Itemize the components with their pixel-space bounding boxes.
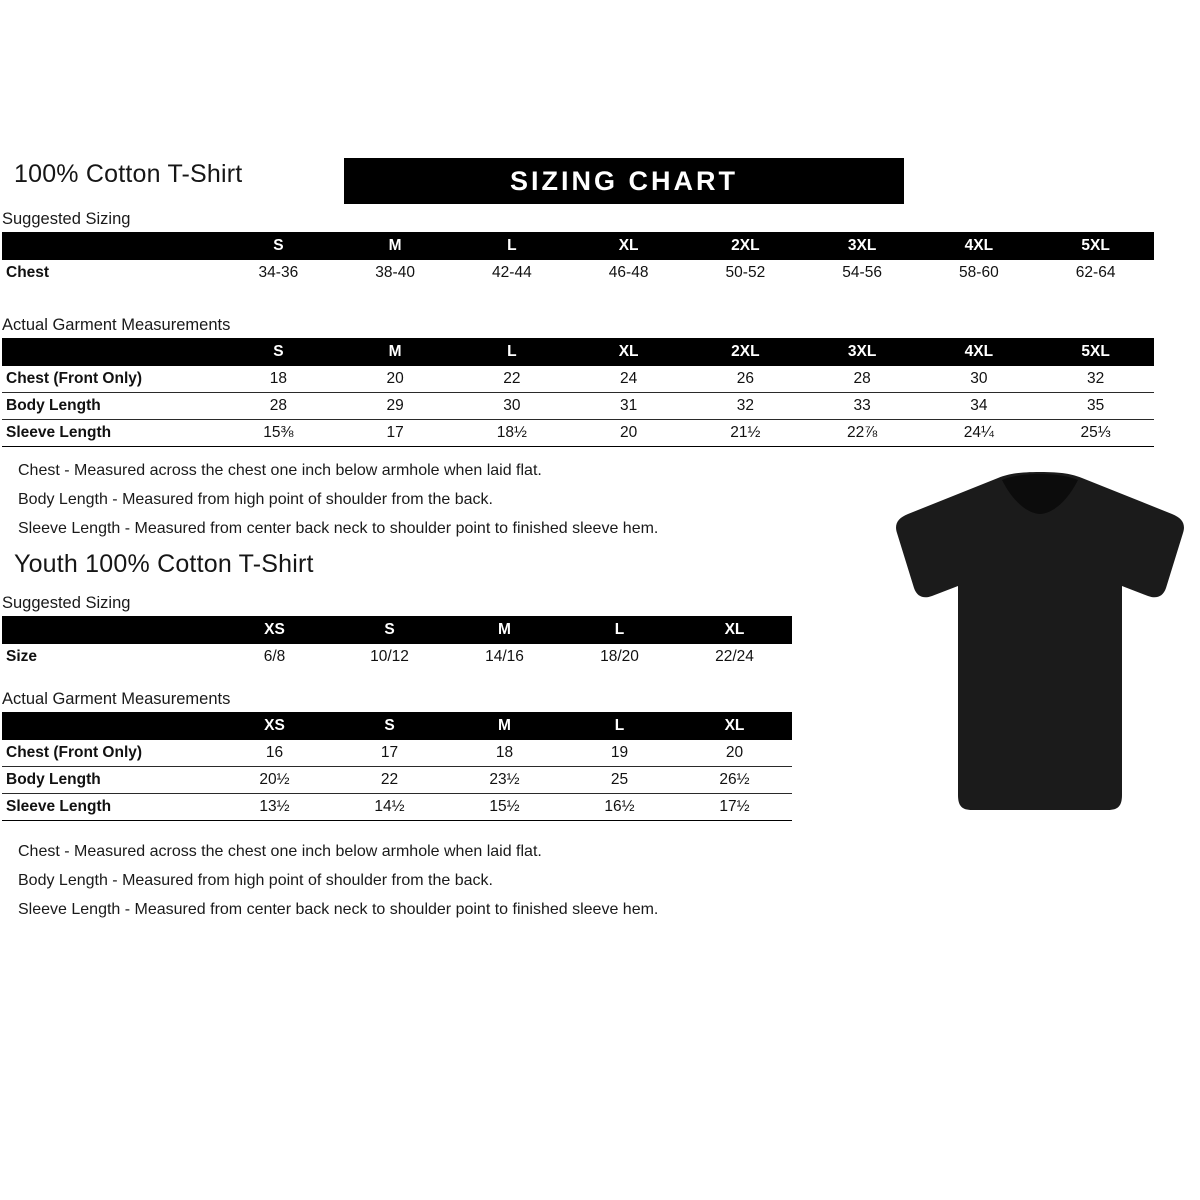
cell: 20 xyxy=(570,420,687,447)
table-row xyxy=(2,366,1154,393)
cell: 30 xyxy=(454,393,571,420)
cell: 24 xyxy=(570,366,687,393)
cell: 34 xyxy=(921,393,1038,420)
adult-actual-measurements-label: Actual Garment Measurements xyxy=(2,316,231,334)
cell: 26 xyxy=(687,366,804,393)
col-header: 3XL xyxy=(804,338,921,366)
cell: 33 xyxy=(804,393,921,420)
adult-actual-measurements-table xyxy=(2,338,1154,447)
adult-suggested-sizing-table xyxy=(2,232,1154,286)
col-header: S xyxy=(220,338,337,366)
cell: 28 xyxy=(220,393,337,420)
col-header: 2XL xyxy=(687,338,804,366)
cell: 50-52 xyxy=(725,264,766,281)
cell: 10/12 xyxy=(370,648,409,665)
table-header-row xyxy=(2,338,1154,366)
col-header: 4XL xyxy=(921,338,1038,366)
cell: 28 xyxy=(804,366,921,393)
cell: 22 xyxy=(454,366,571,393)
tshirt-illustration xyxy=(890,470,1190,815)
youth-suggested-sizing-label: Suggested Sizing xyxy=(2,594,131,612)
row-label: Size xyxy=(6,648,38,665)
col-header: XS xyxy=(217,616,332,644)
row-label: Body Length xyxy=(2,767,217,794)
col-header: L xyxy=(562,712,677,740)
cell: 22⅞ xyxy=(804,420,921,447)
col-header: 5XL xyxy=(1037,232,1154,260)
cell: 18/20 xyxy=(600,648,639,665)
col-header: L xyxy=(454,232,571,260)
cell: 23½ xyxy=(447,767,562,794)
table-row xyxy=(2,393,1154,420)
col-header: S xyxy=(332,712,447,740)
adult-note-chest: Chest - Measured across the chest one inch below armhole when laid flat. xyxy=(18,462,542,479)
cell: 17½ xyxy=(677,794,792,821)
youth-note-sleeve-length: Sleeve Length - Measured from center back neck to shoulder point to finished sleeve hem. xyxy=(18,901,659,918)
header xyxy=(14,158,904,204)
tshirt-icon xyxy=(890,470,1190,815)
table-row xyxy=(2,767,792,794)
cell: 42-44 xyxy=(492,264,532,281)
cell: 20 xyxy=(337,366,454,393)
youth-note-body-length: Body Length - Measured from high point of shoulder from the back. xyxy=(18,872,493,889)
adult-suggested-sizing-label: Suggested Sizing xyxy=(2,210,131,228)
cell: 21½ xyxy=(687,420,804,447)
cell: 34-36 xyxy=(258,264,299,281)
cell: 19 xyxy=(562,740,677,767)
row-label: Body Length xyxy=(2,393,220,420)
cell: 14½ xyxy=(332,794,447,821)
table-row xyxy=(2,794,792,821)
youth-note-chest: Chest - Measured across the chest one inch below armhole when laid flat. xyxy=(18,843,542,860)
cell: 58-60 xyxy=(959,264,999,281)
col-header xyxy=(2,232,220,260)
cell: 29 xyxy=(337,393,454,420)
col-header xyxy=(2,712,217,740)
col-header: 4XL xyxy=(921,232,1038,260)
cell: 16½ xyxy=(562,794,677,821)
sizing-chart-banner: SIZING CHART xyxy=(344,158,904,204)
cell: 15½ xyxy=(447,794,562,821)
col-header: M xyxy=(337,232,454,260)
cell: 32 xyxy=(687,393,804,420)
cell: 22/24 xyxy=(715,648,754,665)
youth-suggested-sizing-table xyxy=(2,616,792,670)
col-header: XL xyxy=(570,232,687,260)
youth-section-title: Youth 100% Cotton T-Shirt xyxy=(14,550,314,578)
cell: 30 xyxy=(921,366,1038,393)
col-header xyxy=(2,338,220,366)
cell: 15⅜ xyxy=(220,420,337,447)
cell: 31 xyxy=(570,393,687,420)
cell: 14/16 xyxy=(485,648,524,665)
cell: 17 xyxy=(337,420,454,447)
cell: 6/8 xyxy=(263,648,286,665)
cell: 32 xyxy=(1037,366,1154,393)
table-header-row xyxy=(2,712,792,740)
adult-note-body-length: Body Length - Measured from high point of shoulder from the back. xyxy=(18,491,493,508)
col-header: 3XL xyxy=(804,232,921,260)
table-header-row xyxy=(2,232,1154,260)
row-label: Chest (Front Only) xyxy=(2,740,217,767)
table-row xyxy=(2,260,1154,286)
table-header-row xyxy=(2,616,792,644)
col-header: XS xyxy=(217,712,332,740)
col-header: S xyxy=(220,232,337,260)
cell: 46-48 xyxy=(608,264,649,281)
cell: 13½ xyxy=(217,794,332,821)
page-title: 100% Cotton T-Shirt xyxy=(14,160,243,188)
cell: 25⅓ xyxy=(1037,420,1154,447)
youth-actual-measurements-label: Actual Garment Measurements xyxy=(2,690,231,708)
cell: 18 xyxy=(447,740,562,767)
table-row xyxy=(2,644,792,670)
table-row xyxy=(2,420,1154,447)
col-header: S xyxy=(332,616,447,644)
cell: 16 xyxy=(217,740,332,767)
cell: 35 xyxy=(1037,393,1154,420)
cell: 18½ xyxy=(454,420,571,447)
row-label: Chest (Front Only) xyxy=(2,366,220,393)
cell: 18 xyxy=(220,366,337,393)
youth-actual-measurements-table xyxy=(2,712,792,821)
row-label: Chest xyxy=(6,264,50,281)
cell: 38-40 xyxy=(375,264,415,281)
cell: 62-64 xyxy=(1075,264,1116,281)
col-header xyxy=(2,616,217,644)
table-row xyxy=(2,740,792,767)
col-header: L xyxy=(562,616,677,644)
cell: 20 xyxy=(677,740,792,767)
cell: 54-56 xyxy=(842,264,882,281)
col-header: L xyxy=(454,338,571,366)
col-header: 2XL xyxy=(687,232,804,260)
col-header: 5XL xyxy=(1037,338,1154,366)
col-header: XL xyxy=(677,712,792,740)
col-header: M xyxy=(337,338,454,366)
cell: 22 xyxy=(332,767,447,794)
adult-note-sleeve-length: Sleeve Length - Measured from center back neck to shoulder point to finished sleeve hem. xyxy=(18,520,659,537)
row-label: Sleeve Length xyxy=(2,420,220,447)
col-header: M xyxy=(447,712,562,740)
col-header: XL xyxy=(677,616,792,644)
cell: 25 xyxy=(562,767,677,794)
cell: 26½ xyxy=(677,767,792,794)
row-label: Sleeve Length xyxy=(2,794,217,821)
cell: 24¼ xyxy=(921,420,1038,447)
col-header: M xyxy=(447,616,562,644)
cell: 20½ xyxy=(217,767,332,794)
col-header: XL xyxy=(570,338,687,366)
cell: 17 xyxy=(332,740,447,767)
